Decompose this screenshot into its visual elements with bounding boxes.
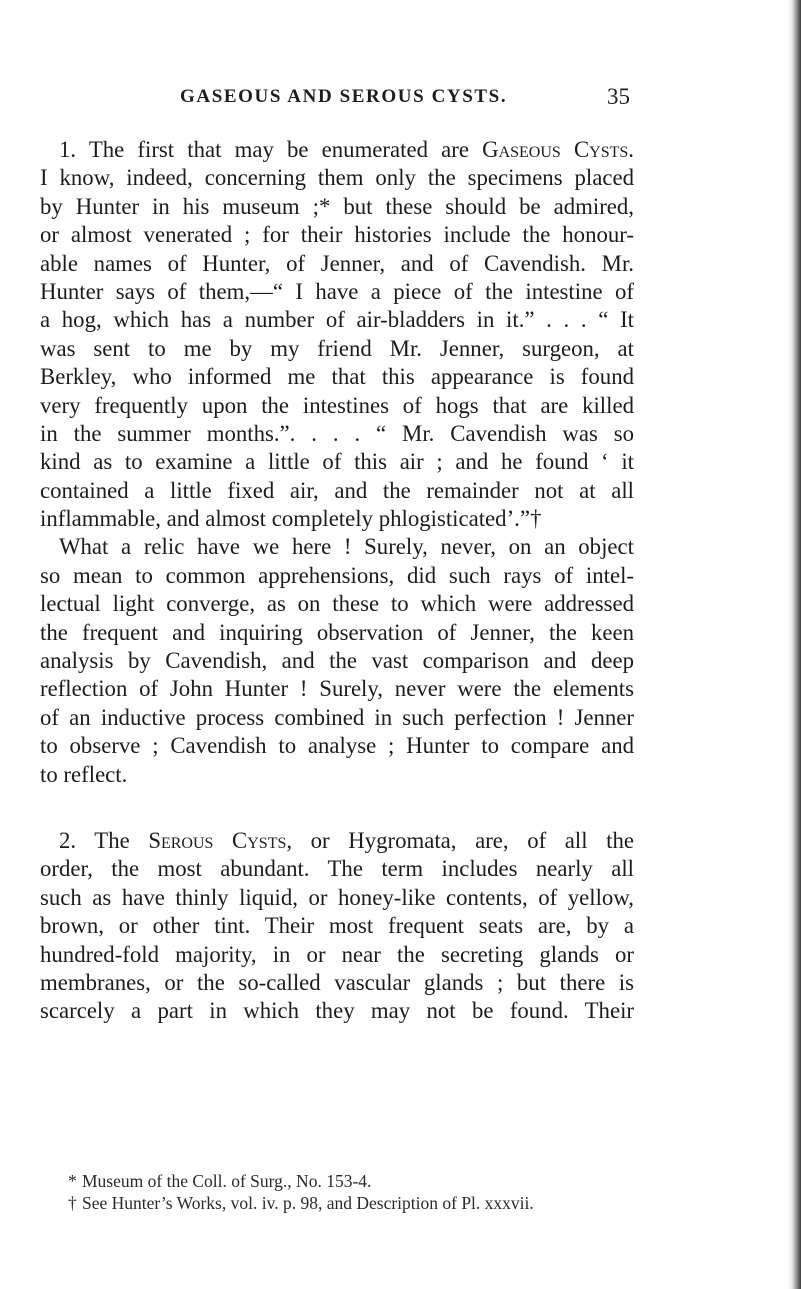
paragraph-spacer <box>40 789 634 827</box>
footnote-text: Museum of the Coll. of Surg., No. 153-4. <box>82 1171 372 1191</box>
small-caps-term: Serous Cysts <box>148 827 287 853</box>
text-line: reflection of John Hunter ! Surely, never were the elements <box>40 676 634 702</box>
text-line: able names of Hunter, of Jenner, and of Cavendish. Mr. <box>40 250 634 276</box>
footnote-mark: * <box>68 1171 77 1191</box>
text-line: lectual light converge, as on these to which were addressed <box>40 591 634 617</box>
paragraph-relic <box>40 533 634 789</box>
text-line: kind as to examine a little of this air ; and he found ‘ it <box>40 449 634 475</box>
footnote <box>68 1192 628 1214</box>
text-line: What a relic have we here ! Surely, never, on an object <box>59 534 634 560</box>
text-line: analysis by Cavendish, and the vast comparison and deep <box>40 648 634 674</box>
running-head: GASEOUS AND SEROUS CYSTS. <box>180 86 508 107</box>
text-line: I know, indeed, concerning them only the specimens placed <box>40 165 634 191</box>
text-line: inflammable, and almost completely phlogisticated’.”† <box>40 506 542 532</box>
text-line: to observe ; Cavendish to analyse ; Hunter to compare and <box>40 733 634 759</box>
paragraph-gaseous-cysts <box>40 136 634 533</box>
page-number: 35 <box>607 84 630 109</box>
text-line: contained a little fixed air, and the remainder not at all <box>40 477 634 503</box>
footnote-mark: † <box>68 1193 77 1213</box>
footnote-text: See Hunter’s Works, vol. iv. p. 98, and Description of Pl. xxxvii. <box>82 1193 534 1213</box>
footnotes <box>68 1170 628 1214</box>
text-line: membranes, or the so-called vascular glands ; but there is <box>40 969 634 995</box>
text-line: in the summer months.”. . . . “ Mr. Cavendish was so <box>40 420 634 446</box>
text-line: so mean to common apprehensions, did such rays of intel- <box>40 562 634 588</box>
text-line: order, the most abundant. The term includes nearly all <box>40 856 634 882</box>
text-line: of an inductive process combined in such perfection ! Jenner <box>40 704 634 730</box>
text-line: Berkley, who informed me that this appearance is found <box>40 364 634 390</box>
page-header <box>158 86 628 116</box>
text-line: the frequent and inquiring observation of Jenner, the keen <box>40 619 634 645</box>
text-line: or almost venerated ; for their histories include the honour- <box>40 222 634 248</box>
paragraph-serous-cysts <box>40 827 634 1026</box>
text-line: 1. The first that may be enumerated are Gaseous Cysts. <box>59 137 634 162</box>
text-line: to reflect. <box>40 761 128 787</box>
footnote <box>68 1170 628 1192</box>
page-edge-shadow <box>787 0 801 1289</box>
text-line: was sent to me by my friend Mr. Jenner, surgeon, at <box>40 335 634 361</box>
text-line: such as have thinly liquid, or honey-like contents, of yellow, <box>40 884 634 910</box>
text-line: Hunter says of them,—“ I have a piece of the intestine of <box>40 278 634 304</box>
text-line: by Hunter in his museum ;* but these should be admired, <box>40 193 634 219</box>
text-line: scarcely a part in which they may not be found. Their <box>40 998 634 1024</box>
body-text <box>40 136 634 1026</box>
text-line: very frequently upon the intestines of hogs that are killed <box>40 392 634 418</box>
text-line: brown, or other tint. Their most frequent seats are, by a <box>40 913 634 939</box>
small-caps-term: Gaseous Cysts <box>482 137 629 162</box>
text-line: hundred-fold majority, in or near the secreting glands or <box>40 941 634 967</box>
text-line: 2. The Serous Cysts, or Hygromata, are, of all the <box>59 827 634 853</box>
text-line: a hog, which has a number of air-bladders in it.” . . . “ It <box>40 307 634 333</box>
